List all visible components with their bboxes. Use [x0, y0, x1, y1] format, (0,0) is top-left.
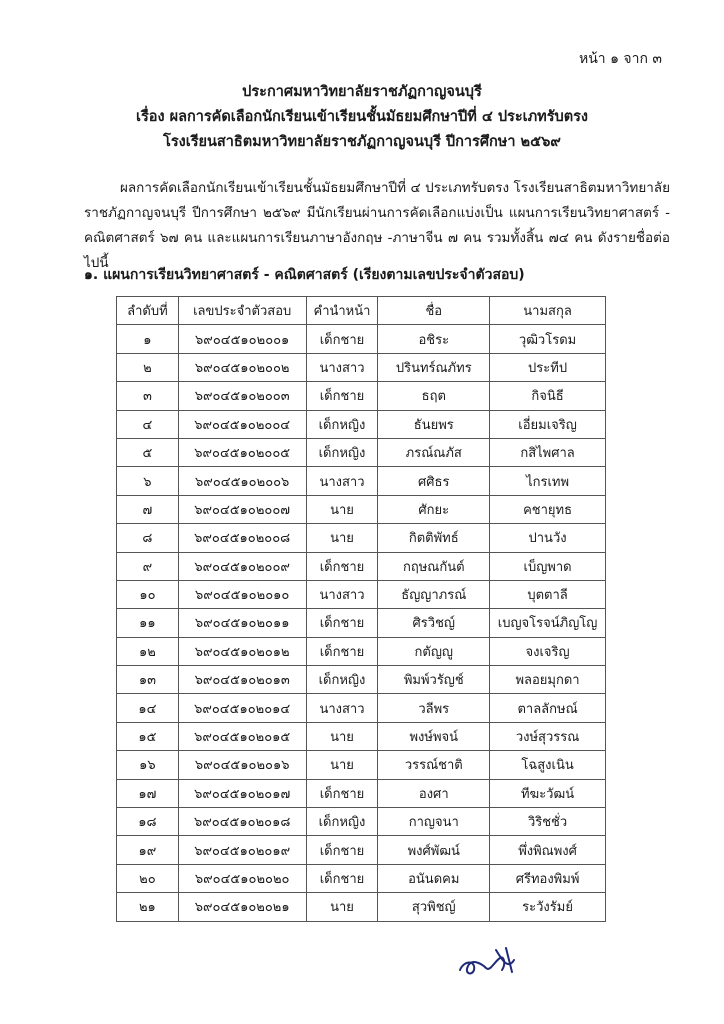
student-table	[116, 296, 606, 922]
table-row	[117, 438, 606, 466]
header-first-name: ชื่อ	[378, 297, 490, 325]
cell-exam-id: ๖๙๐๔๕๑๐๒๐๑๔	[178, 694, 306, 722]
cell-last-name: เบ็ญพาด	[490, 552, 606, 580]
cell-first-name: กิตติพัทธ์	[378, 524, 490, 552]
cell-exam-id: ๖๙๐๔๕๑๐๒๐๑๓	[178, 666, 306, 694]
cell-order: ๒	[117, 353, 179, 381]
cell-first-name: พงษ์พจน์	[378, 722, 490, 750]
cell-prefix: เด็กชาย	[306, 864, 378, 892]
cell-last-name: ตาลลักษณ์	[490, 694, 606, 722]
cell-first-name: กตัญญู	[378, 637, 490, 665]
table-row	[117, 779, 606, 807]
table-row	[117, 893, 606, 921]
cell-exam-id: ๖๙๐๔๕๑๐๒๐๐๙	[178, 552, 306, 580]
cell-first-name: กาญจนา	[378, 808, 490, 836]
table-row	[117, 382, 606, 410]
cell-last-name: เอี่ยมเจริญ	[490, 410, 606, 438]
table-header-row	[117, 297, 606, 325]
cell-last-name: ประทีป	[490, 353, 606, 381]
table-row	[117, 410, 606, 438]
cell-order: ๙	[117, 552, 179, 580]
cell-first-name: ปรินทร์ณภัทร	[378, 353, 490, 381]
cell-order: ๑๕	[117, 722, 179, 750]
cell-exam-id: ๖๙๐๔๕๑๐๒๐๒๑	[178, 893, 306, 921]
cell-last-name: เบญจโรจน์ภิญโญ	[490, 609, 606, 637]
cell-prefix: นาย	[306, 524, 378, 552]
cell-order: ๑๖	[117, 751, 179, 779]
cell-exam-id: ๖๙๐๔๕๑๐๒๐๑๗	[178, 779, 306, 807]
cell-prefix: เด็กชาย	[306, 779, 378, 807]
cell-last-name: ไกรเทพ	[490, 467, 606, 495]
cell-order: ๑๑	[117, 609, 179, 637]
header-exam-id: เลขประจำตัวสอบ	[178, 297, 306, 325]
cell-order: ๗	[117, 495, 179, 523]
table-row	[117, 808, 606, 836]
cell-prefix: นางสาว	[306, 467, 378, 495]
cell-exam-id: ๖๙๐๔๕๑๐๒๐๑๘	[178, 808, 306, 836]
cell-exam-id: ๖๙๐๔๕๑๐๒๐๐๗	[178, 495, 306, 523]
cell-exam-id: ๖๙๐๔๕๑๐๒๐๐๕	[178, 438, 306, 466]
cell-prefix: เด็กชาย	[306, 836, 378, 864]
cell-last-name: กสิไพศาล	[490, 438, 606, 466]
cell-first-name: ธันยพร	[378, 410, 490, 438]
page-number: หน้า ๑ จาก ๓	[578, 51, 662, 67]
table-row	[117, 580, 606, 608]
cell-first-name: วลีพร	[378, 694, 490, 722]
cell-last-name: จงเจริญ	[490, 637, 606, 665]
cell-prefix: เด็กหญิง	[306, 666, 378, 694]
cell-last-name: วงษ์สุวรรณ	[490, 722, 606, 750]
cell-first-name: ศักยะ	[378, 495, 490, 523]
table-row	[117, 524, 606, 552]
cell-prefix: เด็กชาย	[306, 552, 378, 580]
cell-order: ๑๐	[117, 580, 179, 608]
cell-first-name: ศศิธร	[378, 467, 490, 495]
cell-order: ๑๓	[117, 666, 179, 694]
cell-prefix: นาย	[306, 893, 378, 921]
cell-prefix: นางสาว	[306, 580, 378, 608]
cell-first-name: อนันดคม	[378, 864, 490, 892]
table-row	[117, 609, 606, 637]
cell-last-name: ปานวัง	[490, 524, 606, 552]
cell-order: ๖	[117, 467, 179, 495]
cell-first-name: พิมพ์วรัญช์	[378, 666, 490, 694]
announcement-header	[0, 80, 724, 155]
cell-last-name: บุตตาลี	[490, 580, 606, 608]
cell-prefix: เด็กหญิง	[306, 438, 378, 466]
cell-prefix: นางสาว	[306, 353, 378, 381]
cell-last-name: คชายุทธ	[490, 495, 606, 523]
cell-first-name: วรรณ์ชาติ	[378, 751, 490, 779]
cell-exam-id: ๖๙๐๔๕๑๐๒๐๑๒	[178, 637, 306, 665]
table-row	[117, 836, 606, 864]
signature-stroke	[460, 948, 514, 973]
cell-last-name: ระวังรัมย์	[490, 893, 606, 921]
cell-prefix: เด็กชาย	[306, 382, 378, 410]
cell-first-name: ศิรวิชญ์	[378, 609, 490, 637]
cell-last-name: ศรีทองพิมพ์	[490, 864, 606, 892]
signature-mark	[456, 940, 526, 980]
cell-first-name: พงศ์พัฒน์	[378, 836, 490, 864]
table-row	[117, 722, 606, 750]
cell-first-name: อชิระ	[378, 325, 490, 353]
cell-prefix: นางสาว	[306, 694, 378, 722]
cell-exam-id: ๖๙๐๔๕๑๐๒๐๐๓	[178, 382, 306, 410]
table-row	[117, 637, 606, 665]
cell-order: ๑๙	[117, 836, 179, 864]
header-order: ลำดับที่	[117, 297, 179, 325]
cell-order: ๔	[117, 410, 179, 438]
cell-prefix: นาย	[306, 495, 378, 523]
table-row	[117, 694, 606, 722]
cell-order: ๒๐	[117, 864, 179, 892]
table-row	[117, 666, 606, 694]
cell-first-name: ธฤต	[378, 382, 490, 410]
cell-order: ๓	[117, 382, 179, 410]
cell-order: ๑	[117, 325, 179, 353]
header-prefix: คำนำหน้า	[306, 297, 378, 325]
cell-order: ๑๒	[117, 637, 179, 665]
table-row	[117, 864, 606, 892]
cell-first-name: ภรณ์ณภัส	[378, 438, 490, 466]
cell-exam-id: ๖๙๐๔๕๑๐๒๐๐๘	[178, 524, 306, 552]
cell-order: ๒๑	[117, 893, 179, 921]
cell-exam-id: ๖๙๐๔๕๑๐๒๐๑๕	[178, 722, 306, 750]
header-line-3: โรงเรียนสาธิตมหาวิทยาลัยราชภัฏกาญจนบุรี ปีการศึกษา ๒๕๖๙	[163, 134, 561, 150]
header-last-name: นามสกุล	[490, 297, 606, 325]
cell-last-name: วิริชชั่ว	[490, 808, 606, 836]
cell-prefix: นาย	[306, 751, 378, 779]
table-row	[117, 467, 606, 495]
cell-exam-id: ๖๙๐๔๕๑๐๒๐๑๐	[178, 580, 306, 608]
table-row	[117, 353, 606, 381]
table-row	[117, 552, 606, 580]
header-line-2: เรื่อง ผลการคัดเลือกนักเรียนเข้าเรียนชั้นมัธยมศึกษาปีที่ ๔ ประเภทรับตรง	[136, 109, 588, 125]
cell-exam-id: ๖๙๐๔๕๑๐๒๐๑๖	[178, 751, 306, 779]
table-body	[117, 325, 606, 921]
cell-last-name: พึ่งพิณพงศ์	[490, 836, 606, 864]
table-row	[117, 325, 606, 353]
cell-prefix: เด็กหญิง	[306, 410, 378, 438]
cell-last-name: วุฒิวโรดม	[490, 325, 606, 353]
cell-last-name: พลอยมุกดา	[490, 666, 606, 694]
cell-exam-id: ๖๙๐๔๕๑๐๒๐๐๒	[178, 353, 306, 381]
cell-first-name: สุวพิชญ์	[378, 893, 490, 921]
cell-exam-id: ๖๙๐๔๕๑๐๒๐๑๑	[178, 609, 306, 637]
cell-order: ๑๗	[117, 779, 179, 807]
cell-last-name: ทีฆะวัฒน์	[490, 779, 606, 807]
cell-first-name: ธัญญาภรณ์	[378, 580, 490, 608]
cell-prefix: เด็กชาย	[306, 637, 378, 665]
cell-order: ๑๘	[117, 808, 179, 836]
intro-paragraph	[84, 176, 670, 276]
cell-prefix: นาย	[306, 722, 378, 750]
cell-first-name: กฤษณกันต์	[378, 552, 490, 580]
cell-exam-id: ๖๙๐๔๕๑๐๒๐๐๔	[178, 410, 306, 438]
cell-last-name: โฉสูงเนิน	[490, 751, 606, 779]
cell-order: ๑๔	[117, 694, 179, 722]
intro-text: ผลการคัดเลือกนักเรียนเข้าเรียนชั้นมัธยมศึกษาปีที่ ๔ ประเภทรับตรง โรงเรียนสาธิตมหาวิทยาลัยราชภัฏกาญจนบุรี ปีการศึกษา ๒๕๖๙ มีนักเรียนผ่านการคัดเลือกแบ่งเป็น แผนการเรียนวิทยาศาสตร์ - คณิตศาสตร์ ๖๗ คน และแผนการเรียนภาษาอังกฤษ -ภาษาจีน ๗ คน รวมทั้งสิ้น ๗๔ คน ดังรายชื่อต่อไปนี้	[84, 180, 670, 271]
cell-exam-id: ๖๙๐๔๕๑๐๒๐๐๑	[178, 325, 306, 353]
cell-exam-id: ๖๙๐๔๕๑๐๒๐๒๐	[178, 864, 306, 892]
cell-prefix: เด็กชาย	[306, 609, 378, 637]
cell-prefix: เด็กชาย	[306, 325, 378, 353]
cell-prefix: เด็กหญิง	[306, 808, 378, 836]
section-title: ๑. แผนการเรียนวิทยาศาสตร์ - คณิตศาสตร์ (เรียงตามเลขประจำตัวสอบ)	[84, 267, 525, 283]
cell-order: ๕	[117, 438, 179, 466]
cell-order: ๘	[117, 524, 179, 552]
cell-exam-id: ๖๙๐๔๕๑๐๒๐๑๙	[178, 836, 306, 864]
header-line-1: ประกาศมหาวิทยาลัยราชภัฏกาญจนบุรี	[242, 84, 482, 100]
cell-exam-id: ๖๙๐๔๕๑๐๒๐๐๖	[178, 467, 306, 495]
table-row	[117, 495, 606, 523]
cell-last-name: กิจนิธี	[490, 382, 606, 410]
table-row	[117, 751, 606, 779]
cell-first-name: องศา	[378, 779, 490, 807]
